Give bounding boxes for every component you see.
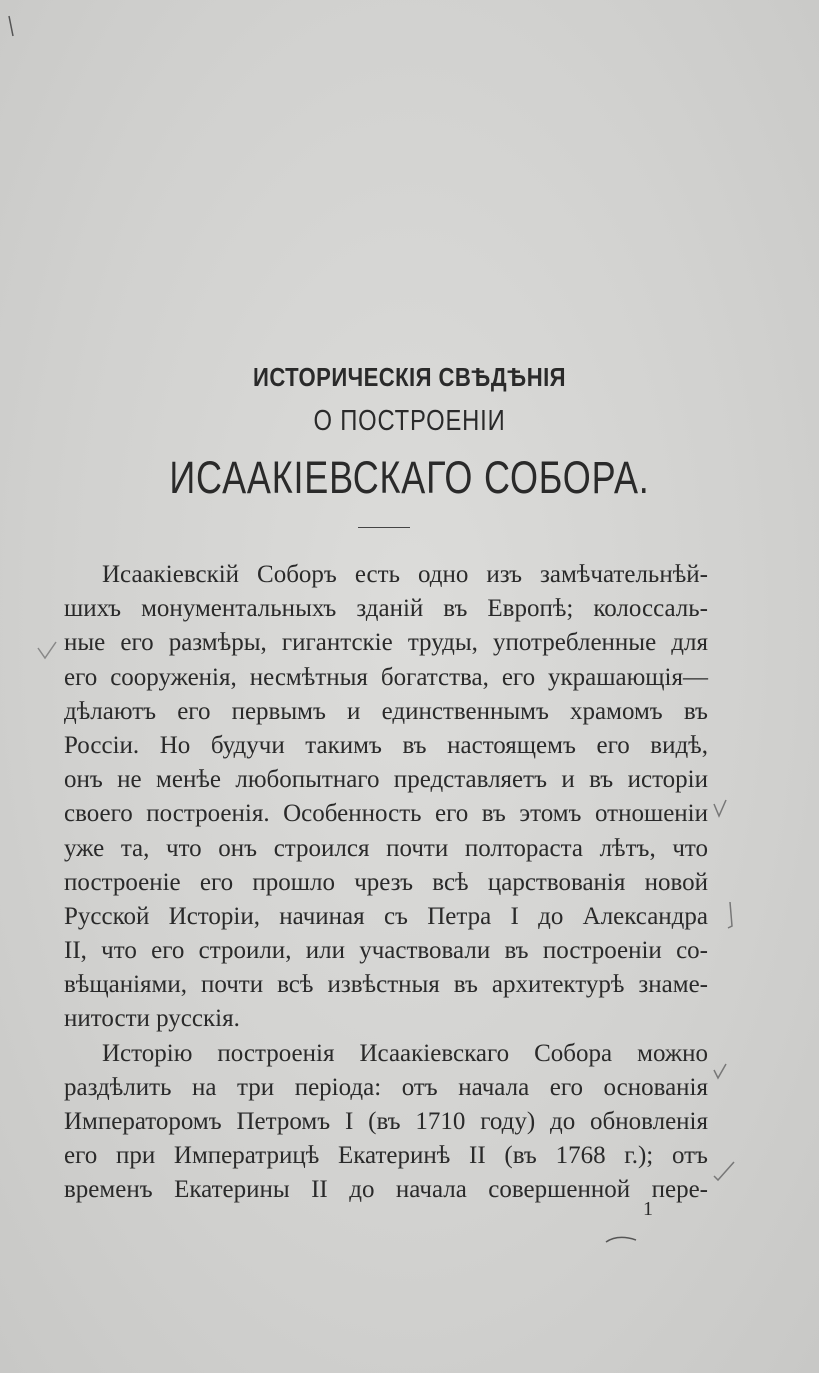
page-number: 1 (643, 1198, 653, 1220)
text-line: Исаакіевскій Соборъ есть одно изъ замѣчательнѣй- (102, 561, 708, 588)
text-line: построеніе его прошло чрезъ всѣ царствованія новой (64, 868, 708, 896)
body-text (64, 558, 708, 1208)
text-line: его сооруженія, несмѣтныя богатства, его украшающія— (64, 663, 708, 691)
text-line: Исторію построенія Исаакіевскаго Собора можно (102, 1039, 708, 1067)
pencil-check-mark-icon (712, 1062, 728, 1084)
pencil-check-mark-icon (712, 1160, 736, 1182)
text-line: Императоромъ Петромъ I (въ 1710 году) до обновленія (64, 1108, 708, 1135)
text-line: II, что его строили, или участвовали въ построеніи со- (64, 937, 708, 965)
text-line: шихъ монументальныхъ зданій въ Европѣ; колоссаль- (64, 595, 708, 623)
text-line: временъ Екатерины II до начала совершенной пере- (64, 1176, 708, 1204)
text-line: дѣлаютъ его первымъ и единственнымъ храмомъ въ (64, 697, 708, 725)
pencil-check-mark-icon (36, 640, 58, 664)
text-line: своего построенія. Особенность его въ этомъ отношеніи (64, 800, 708, 828)
pencil-stroke-icon (724, 900, 738, 930)
text-line: уже та, что онъ строился почти полтораста лѣтъ, что (64, 834, 708, 862)
heading-line-2: О ПОСТРОЕНІИ (313, 405, 506, 437)
heading-line-1: ИСТОРИЧЕСКІЯ СВѢДѢНІЯ (253, 362, 566, 392)
text-line: онъ не менѣе любопытнаго представляетъ и въ исторіи (64, 766, 708, 794)
text-line: ные его размѣры, гигантскіе труды, употребленные для (64, 629, 708, 657)
pencil-tick-icon (6, 14, 16, 38)
title-divider (358, 527, 410, 528)
paragraph-1 (64, 558, 708, 1037)
text-line: Россіи. Но будучи такимъ въ настоящемъ его видѣ, (64, 731, 708, 759)
paragraph-2 (64, 1037, 708, 1208)
text-line: его при Императрицѣ Екатеринѣ II (въ 1768 г.); отъ (64, 1142, 708, 1170)
pencil-check-mark-icon (712, 798, 728, 820)
text-line: вѣщаніями, почти всѣ извѣстныя въ архитектурѣ знаме- (64, 971, 708, 999)
text-line: раздѣлить на три періода: отъ начала его основанія (64, 1073, 708, 1101)
text-line: Русской Исторіи, начиная съ Петра I до Александра (64, 902, 708, 930)
heading-line-3: ИСААКІЕВСКАГО СОБОРА. (169, 452, 650, 503)
text-line: нитости русскія. (64, 1005, 240, 1033)
pencil-tilde-icon (604, 1232, 638, 1246)
